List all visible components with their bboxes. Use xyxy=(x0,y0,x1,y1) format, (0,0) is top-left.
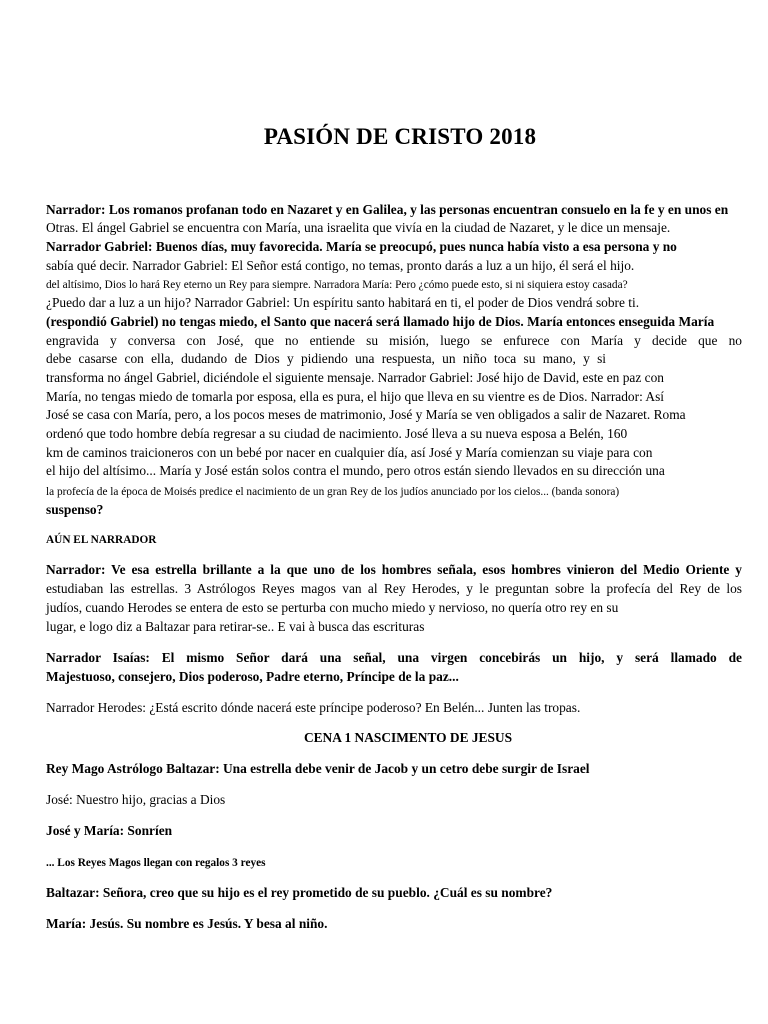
intro-line: Narrador Gabriel: Buenos días, muy favorecida. María se preocupó, pues nunca había visto a esa persona y no xyxy=(46,239,677,254)
isaias-line: Narrador Isaías: El mismo Señor dará una señal, una virgen concebirás un hijo, y será llamado de xyxy=(46,650,742,665)
intro-line: transforma no ángel Gabriel, diciéndole el siguiente mensaje. Narrador Gabriel: José hijo de David, este en paz con xyxy=(46,370,664,385)
scene-line: José: Nuestro hijo, gracias a Dios xyxy=(46,792,226,807)
intro-line: la profecía de la época de Moisés predice el nacimiento de un gran Rey de los judíos anunciado por los cielos... (banda sonora) xyxy=(46,486,620,498)
scene-line: José y María: Sonríen xyxy=(46,823,173,838)
intro-line: suspenso? xyxy=(46,502,104,517)
estrella-line: lugar, e logo diz a Baltazar para retirar-se.. E vai à busca das escrituras xyxy=(46,619,425,634)
scene-line: Rey Mago Astrólogo Baltazar: Una estrella debe venir de Jacob y un cetro debe surgir de Israel xyxy=(46,761,590,776)
scene-line: Baltazar: Señora, creo que su hijo es el rey prometido de su pueblo. ¿Cuál es su nombre? xyxy=(46,885,553,900)
document-title: PASIÓN DE CRISTO 2018 xyxy=(263,124,537,149)
herodes-line: Narrador Herodes: ¿Está escrito dónde nacerá este príncipe poderoso? En Belén... Junten las tropas. xyxy=(46,700,581,715)
intro-line: debe casarse con ella, dudando de Dios y pidiendo una respuesta, un niño toca su mano, y si xyxy=(46,351,606,366)
intro-line: Otras. El ángel Gabriel se encuentra con María, una israelita que vivía en la ciudad de Nazaret, y le dice un mensaje. xyxy=(46,220,671,235)
intro-line: Narrador: Los romanos profanan todo en Nazaret y en Galilea, y las personas encuentran consuelo en la fe y en unos en xyxy=(46,202,729,217)
intro-line: José se casa con María, pero, a los pocos meses de matrimonio, José y María se ven obligados a salir de Nazaret. Roma xyxy=(46,407,686,422)
intro-line: del altísimo, Dios lo hará Rey eterno un Rey para siempre. Narradora María: Pero ¿cómo puede esto, si ni siquiera estoy casada? xyxy=(46,279,628,291)
estrella-line: judíos, cuando Herodes se entera de esto se perturba con mucho miedo y nervioso, no quería otro rey en su xyxy=(46,600,619,615)
intro-line: ¿Puedo dar a luz a un hijo? Narrador Gabriel: Un espíritu santo habitará en ti, el poder de Dios vendrá sobre ti. xyxy=(46,295,640,310)
intro-line: María, no tengas miedo de tomarla por esposa, ella es pura, el hijo que lleva en su vientre es de Dios. Narrador: Así xyxy=(46,389,665,404)
intro-line: engravida y conversa con José, que no entiende su misión, luego se enfurece con María y decide que no xyxy=(46,333,742,348)
section-heading: AÚN EL NARRADOR xyxy=(46,534,157,546)
scene-line: María: Jesús. Su nombre es Jesús. Y besa al niño. xyxy=(46,916,328,931)
intro-line: el hijo del altísimo... María y José están solos contra el mundo, pero otros están siendo llevados en su dirección una xyxy=(46,463,665,478)
estrella-line: Narrador: Ve esa estrella brillante a la que uno de los hombres señala, esos hombres vinieron del Medio Oriente y xyxy=(46,562,742,577)
estrella-line: estudiaban las estrellas. 3 Astrólogos Reyes magos van al Rey Herodes, y le preguntan sobre la profecía del Rey de los xyxy=(46,581,742,596)
intro-line: km de caminos traicioneros con un bebé por nacer en cualquier día, así José y María comienzan su viaje para con xyxy=(46,445,653,460)
intro-line: (respondió Gabriel) no tengas miedo, el Santo que nacerá será llamado hijo de Dios. María entonces enseguida María xyxy=(46,314,715,329)
isaias-line: Majestuoso, consejero, Dios poderoso, Padre eterno, Príncipe de la paz... xyxy=(46,669,459,684)
intro-line: sabía qué decir. Narrador Gabriel: El Señor está contigo, no temas, pronto darás a luz a un hijo, él será el hijo. xyxy=(46,258,635,273)
scene-line: ... Los Reyes Magos llegan con regalos 3 reyes xyxy=(46,857,266,869)
scene-heading: CENA 1 NASCIMENTO DE JESUS xyxy=(303,730,513,745)
intro-line: ordenó que todo hombre debía regresar a su ciudad de nacimiento. José lleva a su nueva esposa a Belén, 160 xyxy=(46,426,628,441)
